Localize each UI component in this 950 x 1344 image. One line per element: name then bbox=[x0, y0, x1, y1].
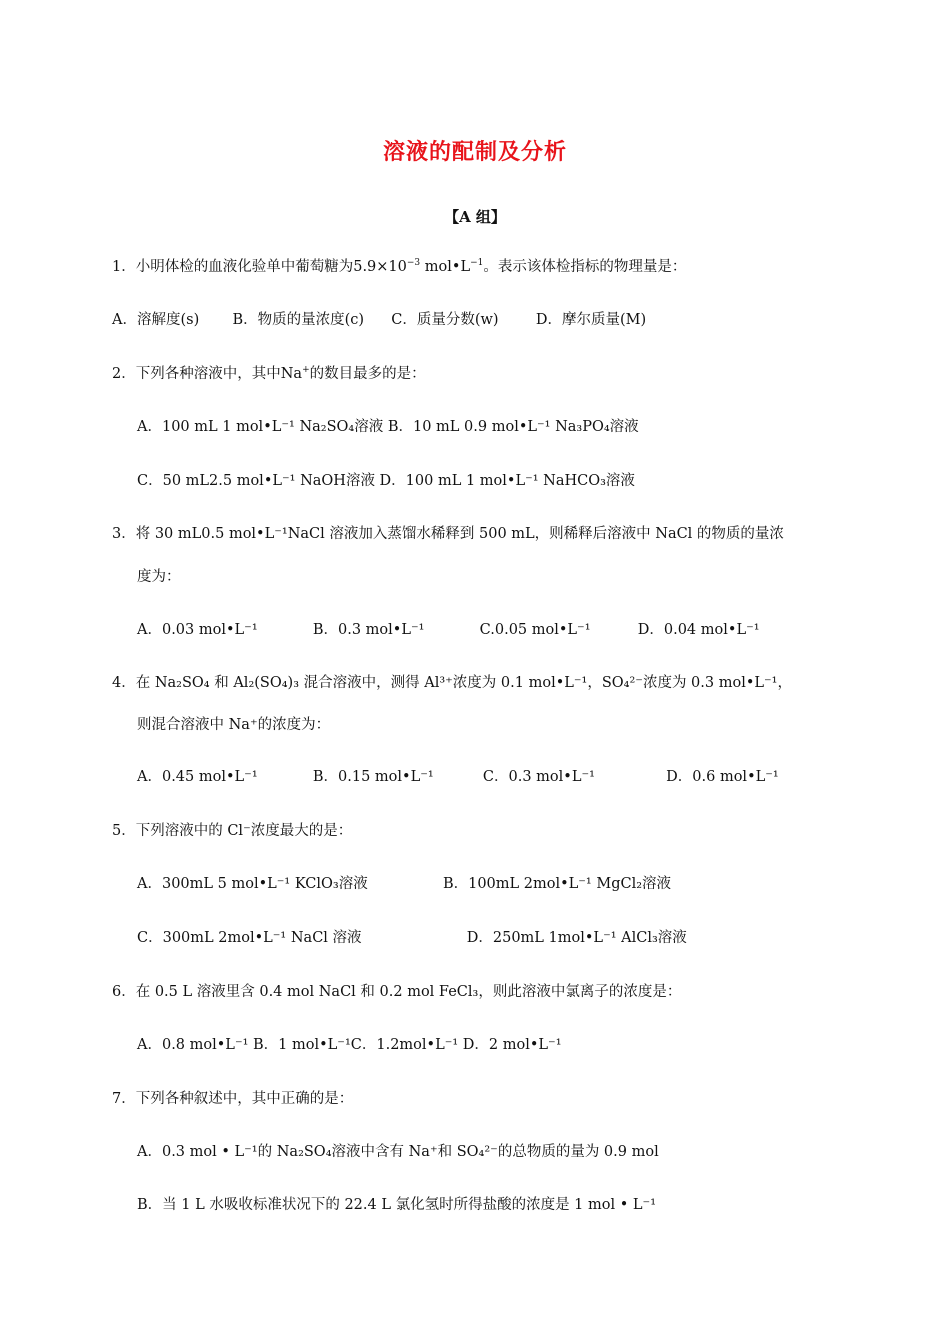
question-6-stem: 6．在 0.5 L 溶液里含 0.4 mol NaCl 和 0.2 mol FeCl₃，则此溶液中氯离子的浓度是： bbox=[112, 984, 682, 1000]
q3-option-a[interactable]: A．0.03 mol•L⁻¹ bbox=[137, 622, 258, 638]
q1-option-a[interactable]: A．溶解度(s) bbox=[112, 312, 200, 328]
question-2-options-row-1[interactable]: A．100 mL 1 mol•L⁻¹ Na₂SO₄溶液 B．10 mL 0.9 mol•L⁻¹ Na₃PO₄溶液 bbox=[137, 419, 639, 435]
question-4-stem-line-2: 则混合溶液中 Na⁺的浓度为： bbox=[137, 717, 331, 733]
q5-option-c[interactable]: C．300mL 2mol•L⁻¹ NaCl 溶液 bbox=[137, 930, 362, 946]
question-5-stem: 5．下列溶液中的 Cl⁻浓度最大的是： bbox=[112, 823, 353, 839]
q1-option-d[interactable]: D．摩尔质量(M) bbox=[535, 312, 647, 328]
q4-option-b[interactable]: B．0.15 mol•L⁻¹ bbox=[312, 769, 434, 785]
question-3-stem-line-1: 3．将 30 mL0.5 mol•L⁻¹NaCl 溶液加入蒸馏水稀释到 500 mL，则稀释后溶液中 NaCl 的物质的量浓 bbox=[112, 526, 784, 542]
question-6-options[interactable]: A．0.8 mol•L⁻¹ B．1 mol•L⁻¹C．1.2mol•L⁻¹ D．2 mol•L⁻¹ bbox=[137, 1037, 562, 1053]
q3-option-b[interactable]: B．0.3 mol•L⁻¹ bbox=[312, 622, 425, 638]
question-4-stem-line-1: 4．在 Na₂SO₄ 和 Al₂(SO₄)₃ 混合溶液中，测得 Al³⁺浓度为 0.1 mol•L⁻¹，SO₄²⁻浓度为 0.3 mol•L⁻¹， bbox=[112, 675, 792, 691]
q5-option-d[interactable]: D．250mL 1mol•L⁻¹ AlCl₃溶液 bbox=[466, 930, 687, 946]
q7-option-a[interactable]: A．0.3 mol • L⁻¹的 Na₂SO₄溶液中含有 Na⁺和 SO₄²⁻的总物质的量为 0.9 mol bbox=[137, 1144, 659, 1160]
q4-option-c[interactable]: C．0.3 mol•L⁻¹ bbox=[482, 769, 595, 785]
question-5-options-row-1 bbox=[137, 874, 671, 894]
q4-option-a[interactable]: A．0.45 mol•L⁻¹ bbox=[137, 769, 258, 785]
question-4-options bbox=[137, 767, 779, 787]
question-5-options-row-2 bbox=[137, 928, 687, 948]
q3-option-c[interactable]: C.0.05 mol•L⁻¹ bbox=[479, 622, 591, 638]
question-7-stem: 7．下列各种叙述中，其中正确的是： bbox=[112, 1091, 354, 1107]
q1-option-b[interactable]: B．物质的量浓度(c) bbox=[232, 312, 365, 328]
question-3-options bbox=[137, 620, 760, 640]
q1-option-c[interactable]: C．质量分数(w) bbox=[391, 312, 499, 328]
q5-option-b[interactable]: B．100mL 2mol•L⁻¹ MgCl₂溶液 bbox=[442, 876, 672, 892]
question-3-stem-line-2: 度为： bbox=[137, 569, 181, 585]
question-2-stem: 2．下列各种溶液中，其中Na+的数目最多的是： bbox=[112, 365, 426, 382]
q5-option-a[interactable]: A．300mL 5 mol•L⁻¹ KClO₃溶液 bbox=[137, 876, 368, 892]
q4-option-d[interactable]: D．0.6 mol•L⁻¹ bbox=[666, 769, 779, 785]
question-2-options-row-2[interactable]: C．50 mL2.5 mol•L⁻¹ NaOH溶液 D．100 mL 1 mol•L⁻¹ NaHCO₃溶液 bbox=[137, 473, 635, 489]
page-title: 溶液的配制及分析 bbox=[382, 139, 567, 165]
q7-option-b[interactable]: B．当 1 L 水吸收标准状况下的 22.4 L 氯化氢时所得盐酸的浓度是 1 mol • L⁻¹ bbox=[137, 1197, 657, 1213]
group-heading: 【A 组】 bbox=[444, 208, 506, 226]
q3-option-d[interactable]: D．0.04 mol•L⁻¹ bbox=[637, 622, 760, 638]
question-1-options bbox=[112, 310, 646, 330]
question-1-stem: 1．小明体检的血液化验单中葡萄糖为$5.9\times 10^{-3}$ $mol•L^{-1}$。表示该体检指标的物理量是： bbox=[112, 258, 687, 275]
